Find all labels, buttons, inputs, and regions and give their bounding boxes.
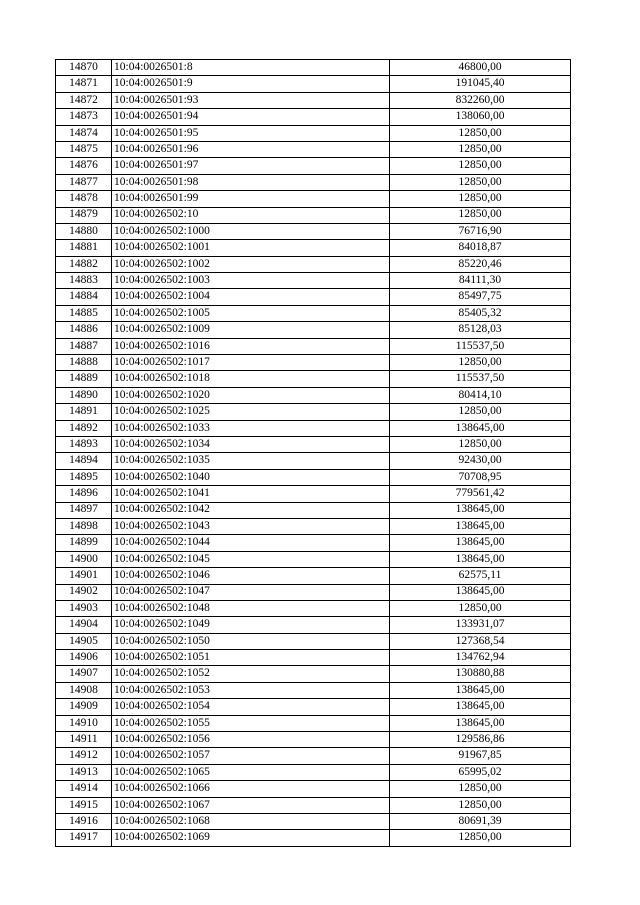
- cadastral-code-cell: 10:04:0026502:1042: [112, 502, 390, 518]
- table-row: [56, 666, 571, 682]
- table-row: [56, 338, 571, 354]
- amount-cell: 12850,00: [390, 174, 571, 190]
- cadastral-code-cell: 10:04:0026502:1009: [112, 322, 390, 338]
- row-number-cell: 14906: [56, 650, 112, 666]
- cadastral-code-cell: 10:04:0026502:1020: [112, 387, 390, 403]
- amount-cell: 138645,00: [390, 518, 571, 534]
- cadastral-code-cell: 10:04:0026502:1054: [112, 699, 390, 715]
- amount-cell: 134762,94: [390, 650, 571, 666]
- row-number-cell: 14894: [56, 453, 112, 469]
- cadastral-code-cell: 10:04:0026502:1057: [112, 748, 390, 764]
- amount-cell: 138645,00: [390, 682, 571, 698]
- amount-cell: 62575,11: [390, 568, 571, 584]
- table-row: [56, 305, 571, 321]
- row-number-cell: 14872: [56, 92, 112, 108]
- cadastral-code-cell: 10:04:0026502:1045: [112, 551, 390, 567]
- row-number-cell: 14879: [56, 207, 112, 223]
- cadastral-code-cell: 10:04:0026502:1034: [112, 436, 390, 452]
- table-row: [56, 764, 571, 780]
- table-row: [56, 76, 571, 92]
- cadastral-code-cell: 10:04:0026502:1050: [112, 633, 390, 649]
- table-row: [56, 273, 571, 289]
- table-row: [56, 387, 571, 403]
- row-number-cell: 14887: [56, 338, 112, 354]
- row-number-cell: 14903: [56, 600, 112, 616]
- table-row: [56, 141, 571, 157]
- cadastral-code-cell: 10:04:0026502:1052: [112, 666, 390, 682]
- row-number-cell: 14907: [56, 666, 112, 682]
- amount-cell: 85497,75: [390, 289, 571, 305]
- table-row: [56, 60, 571, 76]
- table-row: [56, 174, 571, 190]
- table-row: [56, 682, 571, 698]
- amount-cell: 12850,00: [390, 207, 571, 223]
- table-row: [56, 420, 571, 436]
- row-number-cell: 14870: [56, 60, 112, 76]
- cadastral-code-cell: 10:04:0026502:1056: [112, 732, 390, 748]
- row-number-cell: 14873: [56, 109, 112, 125]
- amount-cell: 130880,88: [390, 666, 571, 682]
- row-number-cell: 14897: [56, 502, 112, 518]
- cadastral-code-cell: 10:04:0026502:1055: [112, 715, 390, 731]
- cadastral-code-cell: 10:04:0026502:1018: [112, 371, 390, 387]
- cadastral-code-cell: 10:04:0026502:1025: [112, 404, 390, 420]
- row-number-cell: 14908: [56, 682, 112, 698]
- cadastral-code-cell: 10:04:0026501:95: [112, 125, 390, 141]
- row-number-cell: 14886: [56, 322, 112, 338]
- row-number-cell: 14882: [56, 256, 112, 272]
- row-number-cell: 14902: [56, 584, 112, 600]
- cadastral-code-cell: 10:04:0026502:1004: [112, 289, 390, 305]
- table-row: [56, 830, 571, 846]
- cadastral-code-cell: 10:04:0026502:1001: [112, 240, 390, 256]
- cadastral-code-cell: 10:04:0026501:94: [112, 109, 390, 125]
- table-row: [56, 535, 571, 551]
- row-number-cell: 14888: [56, 355, 112, 371]
- row-number-cell: 14913: [56, 764, 112, 780]
- cadastral-code-cell: 10:04:0026501:98: [112, 174, 390, 190]
- table-row: [56, 650, 571, 666]
- row-number-cell: 14875: [56, 141, 112, 157]
- row-number-cell: 14912: [56, 748, 112, 764]
- table-row: [56, 404, 571, 420]
- table-row: [56, 92, 571, 108]
- amount-cell: 12850,00: [390, 141, 571, 157]
- cadastral-code-cell: 10:04:0026502:1069: [112, 830, 390, 846]
- amount-cell: 80691,39: [390, 813, 571, 829]
- row-number-cell: 14915: [56, 797, 112, 813]
- row-number-cell: 14880: [56, 223, 112, 239]
- row-number-cell: 14909: [56, 699, 112, 715]
- amount-cell: 138060,00: [390, 109, 571, 125]
- amount-cell: 80414,10: [390, 387, 571, 403]
- cadastral-code-cell: 10:04:0026502:1005: [112, 305, 390, 321]
- table-row: [56, 207, 571, 223]
- amount-cell: 12850,00: [390, 781, 571, 797]
- table-row: [56, 502, 571, 518]
- table-row: [56, 732, 571, 748]
- amount-cell: 76716,90: [390, 223, 571, 239]
- row-number-cell: 14890: [56, 387, 112, 403]
- amount-cell: 12850,00: [390, 158, 571, 174]
- cadastral-code-cell: 10:04:0026502:1067: [112, 797, 390, 813]
- amount-cell: 12850,00: [390, 191, 571, 207]
- table-row: [56, 453, 571, 469]
- table-row: [56, 109, 571, 125]
- row-number-cell: 14874: [56, 125, 112, 141]
- row-number-cell: 14889: [56, 371, 112, 387]
- table-row: [56, 355, 571, 371]
- table-row: [56, 191, 571, 207]
- amount-cell: 46800,00: [390, 60, 571, 76]
- amount-cell: 138645,00: [390, 535, 571, 551]
- row-number-cell: 14881: [56, 240, 112, 256]
- amount-cell: 91967,85: [390, 748, 571, 764]
- row-number-cell: 14910: [56, 715, 112, 731]
- table-row: [56, 371, 571, 387]
- amount-cell: 85405,32: [390, 305, 571, 321]
- table-row: [56, 715, 571, 731]
- amount-cell: 12850,00: [390, 125, 571, 141]
- amount-cell: 12850,00: [390, 600, 571, 616]
- cadastral-code-cell: 10:04:0026502:1068: [112, 813, 390, 829]
- cadastral-code-cell: 10:04:0026502:1047: [112, 584, 390, 600]
- amount-cell: 138645,00: [390, 715, 571, 731]
- amount-cell: 779561,42: [390, 486, 571, 502]
- row-number-cell: 14871: [56, 76, 112, 92]
- row-number-cell: 14891: [56, 404, 112, 420]
- table-row: [56, 600, 571, 616]
- amount-cell: 12850,00: [390, 797, 571, 813]
- row-number-cell: 14905: [56, 633, 112, 649]
- row-number-cell: 14885: [56, 305, 112, 321]
- cadastral-code-cell: 10:04:0026502:1051: [112, 650, 390, 666]
- row-number-cell: 14901: [56, 568, 112, 584]
- table-row: [56, 240, 571, 256]
- table-row: [56, 781, 571, 797]
- table-row: [56, 633, 571, 649]
- table-row: [56, 813, 571, 829]
- row-number-cell: 14899: [56, 535, 112, 551]
- amount-cell: 12850,00: [390, 355, 571, 371]
- cadastral-code-cell: 10:04:0026502:1049: [112, 617, 390, 633]
- amount-cell: 92430,00: [390, 453, 571, 469]
- cadastral-code-cell: 10:04:0026501:8: [112, 60, 390, 76]
- row-number-cell: 14876: [56, 158, 112, 174]
- cadastral-code-cell: 10:04:0026501:96: [112, 141, 390, 157]
- amount-cell: 138645,00: [390, 420, 571, 436]
- cadastral-code-cell: 10:04:0026502:1002: [112, 256, 390, 272]
- table-row: [56, 486, 571, 502]
- row-number-cell: 14914: [56, 781, 112, 797]
- cadastral-code-cell: 10:04:0026502:1048: [112, 600, 390, 616]
- amount-cell: 191045,40: [390, 76, 571, 92]
- table-body: [56, 60, 571, 847]
- cadastral-code-cell: 10:04:0026501:93: [112, 92, 390, 108]
- cadastral-code-cell: 10:04:0026502:1003: [112, 273, 390, 289]
- table-row: [56, 699, 571, 715]
- table-row: [56, 289, 571, 305]
- table-row: [56, 551, 571, 567]
- amount-cell: 129586,86: [390, 732, 571, 748]
- cadastral-code-cell: 10:04:0026502:10: [112, 207, 390, 223]
- row-number-cell: 14895: [56, 469, 112, 485]
- amount-cell: 12850,00: [390, 830, 571, 846]
- table-row: [56, 584, 571, 600]
- row-number-cell: 14898: [56, 518, 112, 534]
- cadastral-code-cell: 10:04:0026502:1065: [112, 764, 390, 780]
- cadastral-code-cell: 10:04:0026502:1033: [112, 420, 390, 436]
- row-number-cell: 14911: [56, 732, 112, 748]
- table-row: [56, 158, 571, 174]
- row-number-cell: 14904: [56, 617, 112, 633]
- amount-cell: 133931,07: [390, 617, 571, 633]
- row-number-cell: 14900: [56, 551, 112, 567]
- row-number-cell: 14883: [56, 273, 112, 289]
- table-row: [56, 748, 571, 764]
- table-row: [56, 518, 571, 534]
- amount-cell: 65995,02: [390, 764, 571, 780]
- cadastral-code-cell: 10:04:0026502:1066: [112, 781, 390, 797]
- cadastral-code-cell: 10:04:0026502:1016: [112, 338, 390, 354]
- amount-cell: 138645,00: [390, 584, 571, 600]
- amount-cell: 138645,00: [390, 699, 571, 715]
- data-table: [55, 59, 571, 847]
- cadastral-code-cell: 10:04:0026502:1040: [112, 469, 390, 485]
- table-row: [56, 797, 571, 813]
- amount-cell: 138645,00: [390, 502, 571, 518]
- amount-cell: 85128,03: [390, 322, 571, 338]
- row-number-cell: 14916: [56, 813, 112, 829]
- amount-cell: 84018,87: [390, 240, 571, 256]
- cadastral-code-cell: 10:04:0026501:97: [112, 158, 390, 174]
- row-number-cell: 14884: [56, 289, 112, 305]
- row-number-cell: 14878: [56, 191, 112, 207]
- cadastral-code-cell: 10:04:0026502:1035: [112, 453, 390, 469]
- row-number-cell: 14892: [56, 420, 112, 436]
- table-row: [56, 568, 571, 584]
- table-row: [56, 469, 571, 485]
- cadastral-code-cell: 10:04:0026502:1044: [112, 535, 390, 551]
- amount-cell: 12850,00: [390, 404, 571, 420]
- row-number-cell: 14917: [56, 830, 112, 846]
- amount-cell: 85220,46: [390, 256, 571, 272]
- row-number-cell: 14893: [56, 436, 112, 452]
- cadastral-code-cell: 10:04:0026502:1053: [112, 682, 390, 698]
- cadastral-code-cell: 10:04:0026502:1041: [112, 486, 390, 502]
- table-row: [56, 125, 571, 141]
- amount-cell: 12850,00: [390, 436, 571, 452]
- row-number-cell: 14896: [56, 486, 112, 502]
- cadastral-code-cell: 10:04:0026502:1000: [112, 223, 390, 239]
- table-row: [56, 256, 571, 272]
- amount-cell: 70708,95: [390, 469, 571, 485]
- cadastral-code-cell: 10:04:0026501:9: [112, 76, 390, 92]
- amount-cell: 84111,30: [390, 273, 571, 289]
- table-row: [56, 223, 571, 239]
- table-row: [56, 322, 571, 338]
- table-row: [56, 436, 571, 452]
- amount-cell: 115537,50: [390, 371, 571, 387]
- table-row: [56, 617, 571, 633]
- amount-cell: 832260,00: [390, 92, 571, 108]
- amount-cell: 127368,54: [390, 633, 571, 649]
- amount-cell: 138645,00: [390, 551, 571, 567]
- cadastral-code-cell: 10:04:0026502:1046: [112, 568, 390, 584]
- cadastral-code-cell: 10:04:0026501:99: [112, 191, 390, 207]
- cadastral-code-cell: 10:04:0026502:1017: [112, 355, 390, 371]
- amount-cell: 115537,50: [390, 338, 571, 354]
- cadastral-code-cell: 10:04:0026502:1043: [112, 518, 390, 534]
- row-number-cell: 14877: [56, 174, 112, 190]
